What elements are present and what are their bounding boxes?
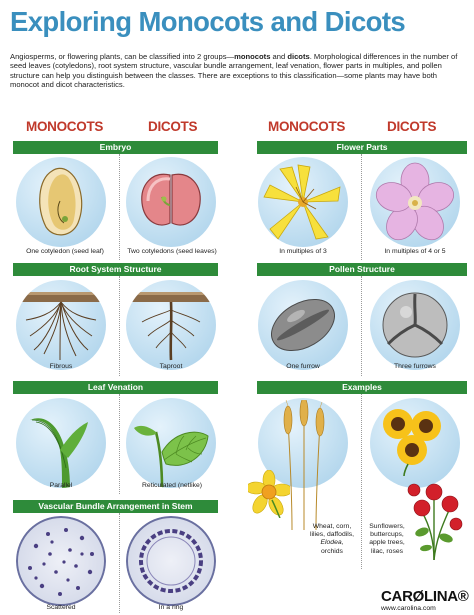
lily-flower-icon (258, 157, 348, 247)
left-dicots-heading: DICOTS (148, 119, 198, 134)
monocot-embryo-circle (16, 157, 106, 247)
dicot-example-3: apple trees, (369, 539, 405, 547)
flower-dicot-caption: In multiples of 4 or 5 (384, 248, 446, 255)
dicot-example-2: buttercups, (370, 531, 404, 539)
monocot-example-4: orchids (321, 547, 343, 555)
embryo-section-bar: Embryo (13, 141, 218, 154)
monocot-examples-caption (296, 523, 368, 556)
five-petal-flower-icon (370, 157, 460, 247)
dicot-example-1: Sunflowers, (369, 523, 405, 530)
pollen-divider (361, 276, 362, 376)
pollen-monocot-caption: One furrow (286, 363, 320, 370)
vascular-divider (119, 513, 120, 613)
examples-section-bar: Examples (257, 381, 467, 394)
carolina-logo: CARØLINA® (381, 588, 469, 605)
embryo-divider (119, 154, 120, 260)
seed-one-cotyledon-icon (16, 157, 106, 247)
sunflower-icon (378, 404, 448, 476)
one-furrow-pollen-icon (258, 280, 348, 370)
carolina-url[interactable]: www.carolina.com (381, 605, 436, 612)
intro-text-2: . Morphological differences in the number of seed leaves (cotyledons), root system structure, vascular bundle arrangement, leaf venation, flower parts in multiples, and pollen structure can help you distinguish between the classes. There are exceptions to this classification—some plants may have both monocot and dicot characteristics. (10, 52, 458, 90)
intro-monocots: monocots (234, 52, 271, 61)
taproot-icon (126, 280, 216, 370)
intro-dicots: dicots (287, 52, 310, 61)
right-dicots-heading: DICOTS (387, 119, 437, 134)
pollen-section-bar: Pollen Structure (257, 263, 467, 276)
scattered-bundles-icon (16, 516, 106, 606)
left-monocots-heading: MONOCOTS (26, 119, 104, 134)
monocot-root-circle (16, 280, 106, 370)
dicot-leaf-circle (126, 398, 216, 488)
dicot-examples-caption (362, 523, 412, 556)
vascular-dicot-caption: In a ring (158, 604, 184, 611)
net-leaf-icon (126, 398, 216, 488)
monocot-pollen-circle (258, 280, 348, 370)
intro-text-1: Angiosperms, or flowering plants, can be classified into 2 groups— (10, 52, 235, 61)
root-divider (119, 276, 120, 376)
root-section-bar: Root System Structure (13, 263, 218, 276)
vascular-monocot-caption: Scattered (46, 604, 76, 611)
parallel-leaf-icon (16, 398, 106, 488)
monocot-flower-circle (258, 157, 348, 247)
daffodil-icon (248, 470, 290, 518)
embryo-monocot-caption: One cotyledon (seed leaf) (26, 248, 104, 255)
dicot-pollen-circle (370, 280, 460, 370)
flower-section-bar: Flower Parts (257, 141, 467, 154)
rose-icon (406, 478, 464, 560)
leaf-section-bar: Leaf Venation (13, 381, 218, 394)
dicot-embryo-circle (126, 157, 216, 247)
vascular-section-bar: Vascular Bundle Arrangement in Stem (13, 500, 218, 513)
page-title: Exploring Monocots and Dicots (10, 6, 406, 37)
monocot-vascular-circle (16, 516, 106, 606)
leaf-monocot-caption: Parallel (49, 482, 73, 489)
monocot-leaf-circle (16, 398, 106, 488)
monocot-example-2: lilies, daffodils, (309, 531, 355, 539)
leaf-divider (119, 394, 120, 494)
pollen-dicot-caption: Three furrows (394, 363, 436, 370)
dicot-root-circle (126, 280, 216, 370)
ring-bundles-icon (126, 516, 216, 606)
three-furrow-pollen-icon (370, 280, 460, 370)
root-dicot-caption: Taproot (159, 363, 183, 370)
monocot-example-1: Wheat, corn, (312, 523, 352, 530)
dicot-example-4: lilac, roses (370, 547, 404, 555)
root-monocot-caption: Fibrous (49, 363, 73, 370)
dicot-flower-circle (370, 157, 460, 247)
seed-two-cotyledons-icon (126, 157, 216, 247)
flower-monocot-caption: In multiples of 3 (279, 248, 327, 255)
intro-paragraph (10, 52, 466, 90)
flower-divider (361, 154, 362, 260)
leaf-dicot-caption: Reticulated (netlike) (141, 482, 203, 489)
fibrous-root-icon (16, 280, 106, 370)
embryo-dicot-caption: Two cotyledons (seed leaves) (127, 248, 217, 255)
right-monocots-heading: MONOCOTS (268, 119, 346, 134)
dicot-vascular-circle (126, 516, 216, 606)
monocot-example-3: Elodea, (320, 539, 344, 547)
intro-and: and (270, 52, 288, 61)
